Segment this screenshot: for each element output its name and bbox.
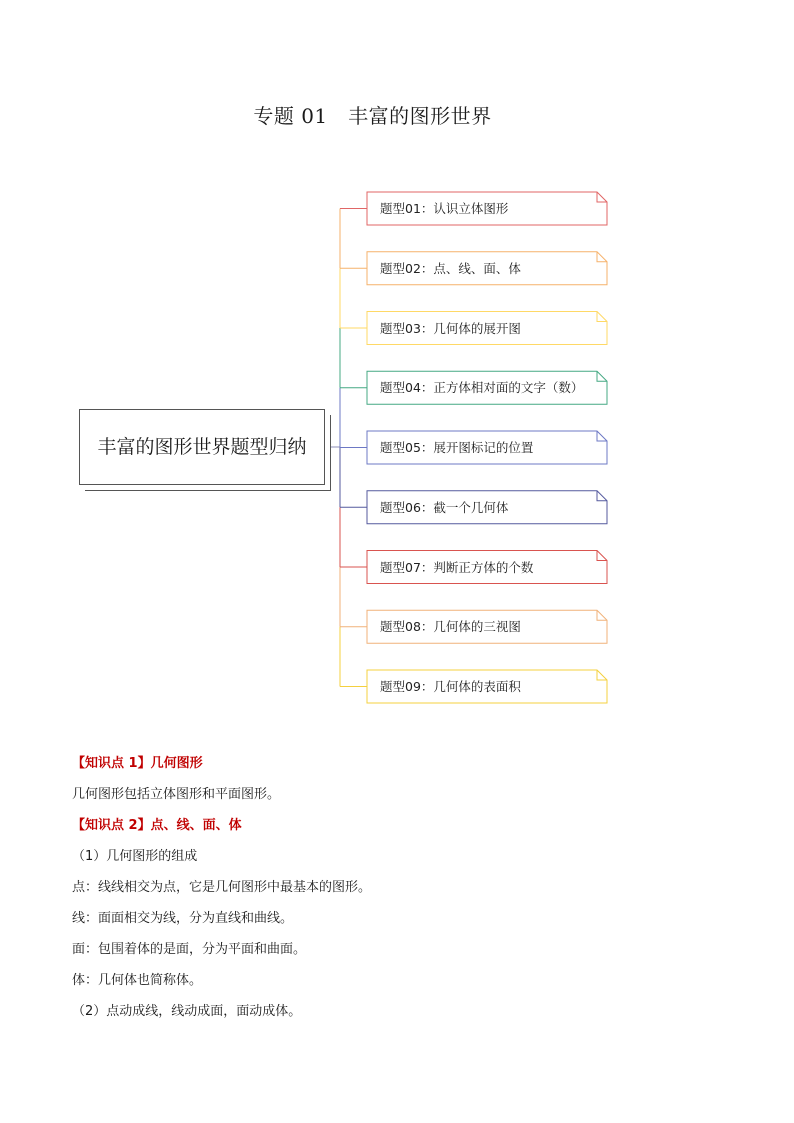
knowledge-paragraph: 线：面面相交为线，分为直线和曲线。	[72, 911, 294, 926]
page-title: 专题 01 丰富的图形世界	[253, 104, 492, 128]
branch-label: 题型01：认识立体图形	[380, 201, 509, 216]
mindmap-root-node	[79, 409, 325, 485]
branch-label: 题型07：判断正方体的个数	[380, 559, 534, 575]
knowledge-paragraph: （2）点动成线，线动成面，面动成体。	[72, 1004, 302, 1019]
knowledge-paragraph: 面：包围着体的是面，分为平面和曲面。	[72, 942, 307, 957]
knowledge-paragraph: 几何图形包括立体图形和平面图形。	[72, 787, 281, 802]
mindmap-root-label: 丰富的图形世界题型归纳	[97, 436, 307, 458]
branch-label: 题型03：几何体的展开图	[380, 320, 521, 336]
knowledge-content	[72, 756, 732, 1035]
knowledge-heading: 【知识点 2】点、线、面、体	[72, 818, 242, 833]
knowledge-paragraph: （1）几何图形的组成	[72, 849, 198, 864]
branch-label: 题型02：点、线、面、体	[380, 260, 521, 276]
knowledge-paragraph: 体：几何体也简称体。	[72, 973, 203, 988]
knowledge-heading: 【知识点 1】几何图形	[72, 756, 203, 771]
branch-label: 题型06：截一个几何体	[380, 499, 509, 515]
branch-label: 题型05：展开图标记的位置	[380, 440, 534, 455]
knowledge-paragraph: 点：线线相交为点，它是几何图形中最基本的图形。	[72, 880, 372, 895]
branch-label: 题型08：几何体的三视图	[380, 619, 521, 635]
branch-label: 题型04：正方体相对面的文字（数）	[380, 380, 584, 396]
branch-label: 题型09：几何体的表面积	[380, 679, 521, 694]
